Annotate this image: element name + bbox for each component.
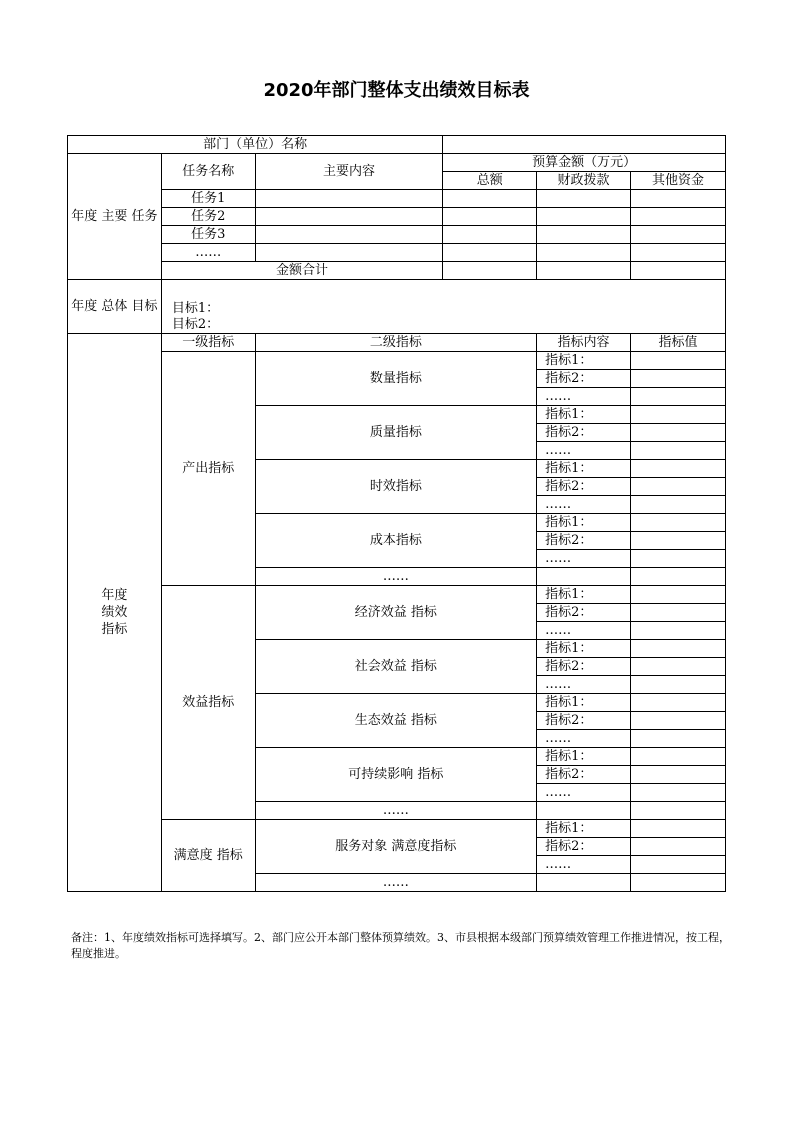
task-total-cell[interactable] xyxy=(443,190,537,208)
indicator-more: …… xyxy=(537,676,631,694)
satisfaction-indicators: 满意度 指标 xyxy=(161,820,255,892)
indicator-value-cell[interactable] xyxy=(630,748,725,766)
indicator-value-cell[interactable] xyxy=(630,424,725,442)
task-other-cell[interactable] xyxy=(630,226,725,244)
page-title: 2020年部门整体支出绩效目标表 xyxy=(263,80,530,101)
indicator-value-cell[interactable] xyxy=(630,442,725,460)
indicator-value-cell[interactable] xyxy=(630,586,725,604)
indicator-value-cell[interactable] xyxy=(630,874,725,892)
indicator-more: …… xyxy=(537,388,631,406)
indicator-1: 指标1： xyxy=(537,514,631,532)
annual-performance-label: 年度绩效指标 xyxy=(68,334,162,892)
task-total-cell[interactable] xyxy=(443,226,537,244)
ecological-indicators: 生态效益 指标 xyxy=(255,694,537,748)
indicator-2: 指标2： xyxy=(537,658,631,676)
indicator-value-cell[interactable] xyxy=(630,388,725,406)
indicator-value-cell[interactable] xyxy=(630,640,725,658)
indicator-2: 指标2： xyxy=(537,424,631,442)
timeliness-indicators: 时效指标 xyxy=(255,460,537,514)
footnote: 备注：1、年度绩效指标可选择填写。2、部门应公开本部门整体预算绩效。3、市县根据本级部门预算绩效管理工作推进情况，按工程，程度推进。 xyxy=(71,931,730,960)
task-name: 任务3 xyxy=(161,226,255,244)
indicator-1: 指标1： xyxy=(537,748,631,766)
indicator-more: …… xyxy=(537,496,631,514)
annual-goals-content[interactable] xyxy=(161,280,725,334)
task-name: 任务2 xyxy=(161,208,255,226)
indicator-value-cell[interactable] xyxy=(630,604,725,622)
quality-indicators: 质量指标 xyxy=(255,406,537,460)
sum-label: 金额合计 xyxy=(161,262,443,280)
task-fiscal-cell[interactable] xyxy=(537,208,631,226)
indicator-more: …… xyxy=(537,550,631,568)
task-row xyxy=(68,208,726,226)
dept-label: 部门（单位）名称 xyxy=(68,136,443,154)
indicator-more: …… xyxy=(537,622,631,640)
sum-other-cell[interactable] xyxy=(630,262,725,280)
other-header: 其他资金 xyxy=(630,172,725,190)
indicator-value-cell[interactable] xyxy=(630,370,725,388)
budget-header: 预算金额（万元） xyxy=(443,154,726,172)
indicator-value-cell[interactable] xyxy=(630,802,725,820)
annual-tasks-label: 年度 主要 任务 xyxy=(68,154,162,280)
indicator-value-cell[interactable] xyxy=(630,478,725,496)
indicator-content-cell[interactable] xyxy=(537,802,631,820)
indicator-value-cell[interactable] xyxy=(630,658,725,676)
sum-total-cell[interactable] xyxy=(443,262,537,280)
indicator-value-cell[interactable] xyxy=(630,496,725,514)
indicator-2: 指标2： xyxy=(537,532,631,550)
task-name: …… xyxy=(161,244,255,262)
task-total-cell[interactable] xyxy=(443,244,537,262)
benefit-indicators: 效益指标 xyxy=(161,586,255,820)
task-row xyxy=(68,190,726,208)
indicator-more: …… xyxy=(537,784,631,802)
level1-header: 一级指标 xyxy=(161,334,255,352)
indicator-1: 指标1： xyxy=(537,640,631,658)
task-fiscal-cell[interactable] xyxy=(537,244,631,262)
task-name-header: 任务名称 xyxy=(161,154,255,190)
indicator-value-cell[interactable] xyxy=(630,352,725,370)
task-row xyxy=(68,244,726,262)
indicator-value-cell[interactable] xyxy=(630,766,725,784)
goal-line: 目标2： xyxy=(171,317,220,332)
indicator-more: …… xyxy=(537,730,631,748)
social-indicators: 社会效益 指标 xyxy=(255,640,537,694)
task-fiscal-cell[interactable] xyxy=(537,190,631,208)
service-satisfaction-indicators: 服务对象 满意度指标 xyxy=(255,820,537,874)
goal-line: 目标1： xyxy=(171,301,220,316)
indicator-value-cell[interactable] xyxy=(630,460,725,478)
indicator-value-cell[interactable] xyxy=(630,568,725,586)
annual-goals-label: 年度 总体 目标 xyxy=(68,280,162,334)
value-header: 指标值 xyxy=(630,334,725,352)
indicator-more: …… xyxy=(537,856,631,874)
indicator-2: 指标2： xyxy=(537,766,631,784)
task-total-cell[interactable] xyxy=(443,208,537,226)
dept-value-cell[interactable] xyxy=(443,136,726,154)
task-row xyxy=(68,226,726,244)
indicator-value-cell[interactable] xyxy=(630,676,725,694)
task-content-cell[interactable] xyxy=(255,208,443,226)
indicator-1: 指标1： xyxy=(537,820,631,838)
indicator-value-cell[interactable] xyxy=(630,712,725,730)
task-other-cell[interactable] xyxy=(630,244,725,262)
indicator-value-cell[interactable] xyxy=(630,514,725,532)
indicator-value-cell[interactable] xyxy=(630,784,725,802)
indicator-value-cell[interactable] xyxy=(630,532,725,550)
sum-fiscal-cell[interactable] xyxy=(537,262,631,280)
quantity-indicators: 数量指标 xyxy=(255,352,537,406)
indicator-value-cell[interactable] xyxy=(630,820,725,838)
task-name: 任务1 xyxy=(161,190,255,208)
indicator-1: 指标1： xyxy=(537,406,631,424)
fiscal-header: 财政拨款 xyxy=(537,172,631,190)
cost-indicators: 成本指标 xyxy=(255,514,537,568)
level2-header: 二级指标 xyxy=(255,334,537,352)
output-indicators: 产出指标 xyxy=(161,352,255,586)
indicator-2: 指标2： xyxy=(537,712,631,730)
indicator-2: 指标2： xyxy=(537,478,631,496)
indicator-content-cell[interactable] xyxy=(537,874,631,892)
indicator-1: 指标1： xyxy=(537,352,631,370)
indicator-value-cell[interactable] xyxy=(630,406,725,424)
indicator-value-cell[interactable] xyxy=(630,730,725,748)
indicator-1: 指标1： xyxy=(537,694,631,712)
indicator-1: 指标1： xyxy=(537,586,631,604)
indicator-value-cell[interactable] xyxy=(630,550,725,568)
indicator-value-cell[interactable] xyxy=(630,622,725,640)
output-more: …… xyxy=(255,568,537,586)
content-header: 指标内容 xyxy=(537,334,631,352)
sustainable-indicators: 可持续影响 指标 xyxy=(255,748,537,802)
indicator-2: 指标2： xyxy=(537,370,631,388)
economic-indicators: 经济效益 指标 xyxy=(255,586,537,640)
indicator-value-cell[interactable] xyxy=(630,838,725,856)
indicator-value-cell[interactable] xyxy=(630,856,725,874)
benefit-more: …… xyxy=(255,802,537,820)
indicator-2: 指标2： xyxy=(537,604,631,622)
task-content-cell[interactable] xyxy=(255,244,443,262)
indicator-2: 指标2： xyxy=(537,838,631,856)
task-content-cell[interactable] xyxy=(255,226,443,244)
indicator-value-cell[interactable] xyxy=(630,694,725,712)
main-content-header: 主要内容 xyxy=(255,154,443,190)
indicator-1: 指标1： xyxy=(537,460,631,478)
sum-row xyxy=(68,262,726,280)
task-other-cell[interactable] xyxy=(630,208,725,226)
task-fiscal-cell[interactable] xyxy=(537,226,631,244)
performance-target-table xyxy=(67,135,726,892)
satisfaction-more: …… xyxy=(255,874,537,892)
task-other-cell[interactable] xyxy=(630,190,725,208)
total-header: 总额 xyxy=(443,172,537,190)
indicator-more: …… xyxy=(537,442,631,460)
indicator-content-cell[interactable] xyxy=(537,568,631,586)
task-content-cell[interactable] xyxy=(255,190,443,208)
